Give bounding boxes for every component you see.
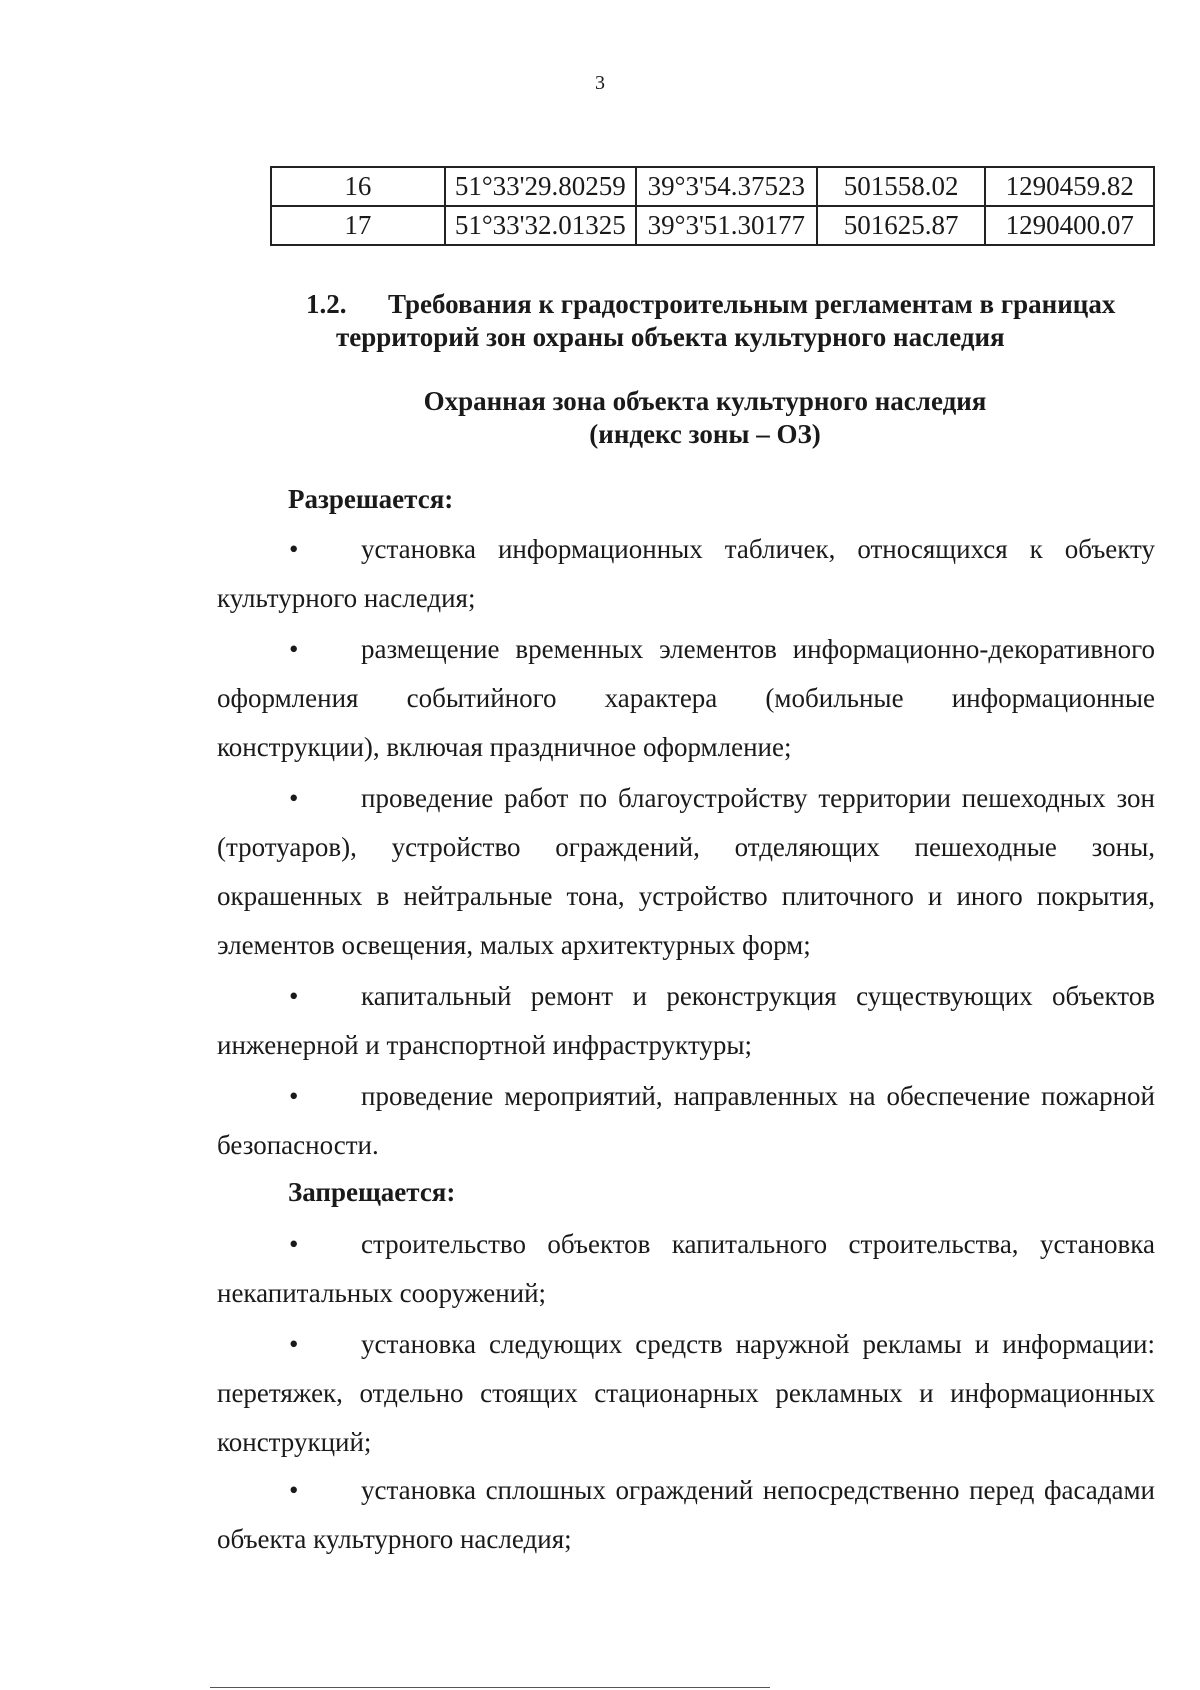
table-cell-point: 17 [271, 206, 445, 245]
section-title-part1: Требования к градостроительным регламентам в границах [388, 289, 1116, 319]
zone-title-line2: (индекс зоны – ОЗ) [589, 419, 821, 449]
list-item-text: установка следующих средств наружной рекламы и информации: перетяжек, отдельно стоящих стационарных рекламных и информационных конструкций; [217, 1329, 1155, 1457]
bullet-icon: • [289, 634, 299, 664]
table-cell-latitude: 51°33'32.01325 [445, 206, 636, 245]
list-item [217, 972, 1155, 1070]
coordinates-table [270, 166, 1155, 246]
table-cell-x: 501558.02 [817, 167, 986, 206]
section-heading-line1 [306, 288, 1156, 321]
list-item [217, 525, 1155, 623]
list-item-text: размещение временных элементов информационно-декоративного оформления событийного характера (мобильные информационные конструкции), включая праздничное оформление; [217, 634, 1155, 762]
zone-heading [300, 385, 1110, 451]
list-item-text: проведение мероприятий, направленных на обеспечение пожарной безопасности. [217, 1081, 1155, 1160]
table-cell-y: 1290400.07 [985, 206, 1154, 245]
bullet-icon: • [289, 1081, 299, 1111]
bullet-icon: • [289, 783, 299, 813]
bullet-icon: • [289, 981, 299, 1011]
list-item-text: установка сплошных ограждений непосредственно перед фасадами объекта культурного наследия; [217, 1475, 1155, 1554]
list-item-text: строительство объектов капитального строительства, установка некапитальных сооружений; [217, 1229, 1155, 1308]
list-item [217, 1220, 1155, 1318]
table-cell-longitude: 39°3'51.30177 [636, 206, 817, 245]
table-cell-latitude: 51°33'29.80259 [445, 167, 636, 206]
bullet-icon: • [289, 1475, 299, 1505]
table-cell-longitude: 39°3'54.37523 [636, 167, 817, 206]
table-row [271, 167, 1154, 206]
table-cell-y: 1290459.82 [985, 167, 1154, 206]
list-item [217, 1320, 1155, 1467]
list-item-text: проведение работ по благоустройству территории пешеходных зон (тротуаров), устройство ограждений, отделяющих пешеходные зоны, окрашенных в нейтральные тона, устройство плиточного и иного покрытия, элементов освещения, малых архитектурных форм; [217, 783, 1155, 960]
table-cell-point: 16 [271, 167, 445, 206]
list-item-text: установка информационных табличек, относящихся к объекту культурного наследия; [217, 534, 1155, 613]
allowed-label: Разрешается: [288, 484, 454, 514]
page-number: 3 [595, 72, 605, 94]
list-item [217, 1072, 1155, 1170]
bullet-icon: • [289, 534, 299, 564]
section-title-part2: территорий зон охраны объекта культурного наследия [336, 322, 1005, 352]
forbidden-label: Запрещается: [288, 1177, 456, 1207]
list-item [217, 625, 1155, 772]
bullet-icon: • [289, 1329, 299, 1359]
section-number: 1.2. [306, 289, 347, 319]
bullet-icon: • [289, 1229, 299, 1259]
table-cell-x: 501625.87 [817, 206, 986, 245]
section-heading [306, 288, 1156, 354]
list-item [217, 774, 1155, 970]
table-row [271, 206, 1154, 245]
list-item-text: капитальный ремонт и реконструкция существующих объектов инженерной и транспортной инфраструктуры; [217, 981, 1155, 1060]
zone-title-line1: Охранная зона объекта культурного наследия [423, 386, 987, 416]
bottom-divider [210, 1687, 770, 1688]
list-item [217, 1466, 1155, 1564]
